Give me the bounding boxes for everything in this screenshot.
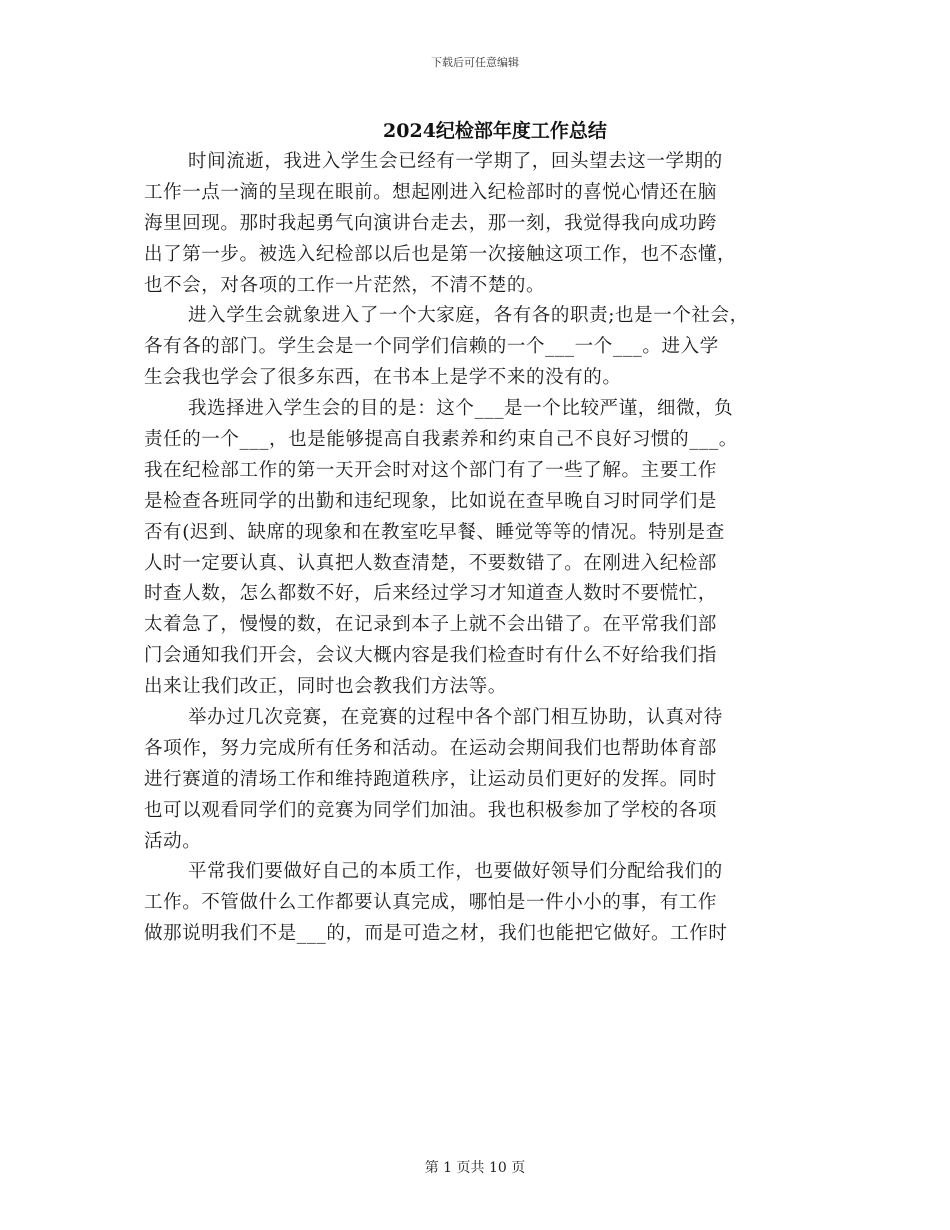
text-line: 各有各的部门。学生会是一个同学们信赖的一个___一个___。进入学: [144, 336, 719, 358]
document-body: [144, 147, 834, 950]
text-line: 否有(迟到、缺席的现象和在教室吃早餐、睡觉等等的情况。特别是查: [144, 521, 725, 543]
text-line: 各项作，努力完成所有任务和活动。在运动会期间我们也帮助体育部: [144, 737, 718, 759]
text-line: 活动。: [144, 830, 202, 852]
text-line: 太着急了，慢慢的数，在记录到本子上就不会出错了。在平常我们部: [144, 614, 718, 636]
text-line: 工作。不管做什么工作都要认真完成，哪怕是一件小小的事，有工作: [144, 892, 718, 914]
text-line: 出来让我们改正，同时也会教我们方法等。: [144, 676, 507, 698]
text-line: 是检查各班同学的出勤和违纪现象，比如说在查早晚自习时同学们是: [144, 490, 718, 512]
text-line: 生会我也学会了很多东西，在书本上是学不来的没有的。: [144, 367, 622, 389]
text-line: 也可以观看同学们的竞赛为同学们加油。我也积极参加了学校的各项: [144, 799, 718, 821]
text-line: 工作一点一滴的呈现在眼前。想起刚进入纪检部时的喜悦心情还在脑: [144, 181, 718, 203]
text-line: 时间流逝，我进入学生会已经有一学期了，回头望去这一学期的: [188, 151, 723, 172]
text-line: 人时一定要认真、认真把人数查清楚，不要数错了。在刚进入纪检部: [144, 552, 718, 574]
text-line: 举办过几次竞赛，在竞赛的过程中各个部门相互协助，认真对待: [188, 707, 723, 729]
document-title: 2024纪检部年度工作总结: [383, 120, 607, 142]
text-line: 进入学生会就象进入了一个大家庭，各有各的职责;也是一个社会，: [188, 305, 749, 327]
text-line: 责任的一个___，也是能够提高自我素养和约束自己不良好习惯的___。: [144, 429, 738, 451]
text-line: 平常我们要做好自己的本质工作，也要做好领导们分配给我们的: [188, 861, 723, 883]
text-line: 海里回现。那时我起勇气向演讲台走去，那一刻，我觉得我向成功跨: [144, 212, 718, 234]
header-note: 下载后可任意编辑: [431, 56, 519, 69]
text-line: 时查人数，怎么都数不好，后来经过学习才知道查人数时不要慌忙，: [144, 583, 718, 605]
text-line: 进行赛道的清场工作和维持跑道秩序，让运动员们更好的发挥。同时: [144, 768, 718, 790]
text-line: 我选择进入学生会的目的是：这个___是一个比较严谨，细微，负: [188, 398, 734, 420]
text-line: 做那说明我们不是___的，而是可造之材，我们也能把它做好。工作时: [144, 923, 728, 945]
page-footer: 第 1 页共 10 页: [424, 1160, 526, 1176]
text-line: 出了第一步。被选入纪检部以后也是第一次接触这项工作，也不态懂，: [144, 243, 737, 265]
text-line: 门会通知我们开会，会议大概内容是我们检查时有什么不好给我们指: [144, 645, 718, 667]
text-line: 我在纪检部工作的第一天开会时对这个部门有了一些了解。主要工作: [144, 459, 718, 481]
text-line: 也不会，对各项的工作一片茫然，不清不楚的。: [144, 274, 546, 296]
